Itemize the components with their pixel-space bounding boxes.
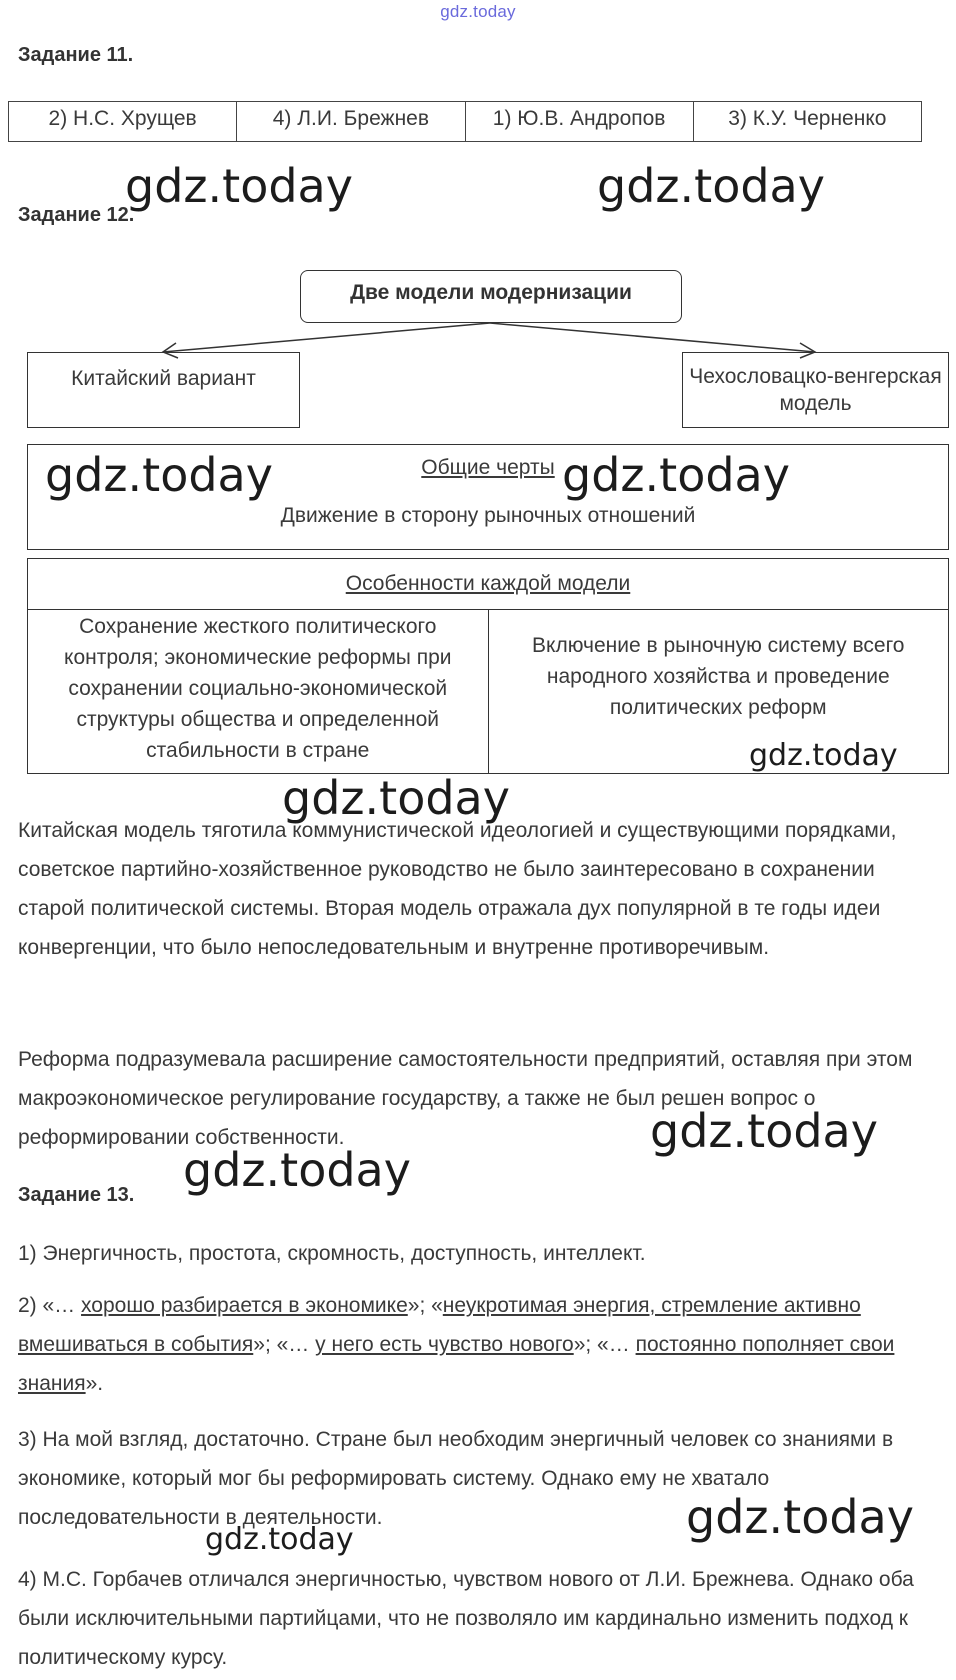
task-13-answer-3: 3) На мой взгляд, достаточно. Стране был необходим энергичный человек со знаниями в экономике, который мог бы реформировать систему. Однако ему не хватало последовательности в деятельности. bbox=[18, 1428, 894, 1529]
answer-2-quote: постоянно пополняет свои знания bbox=[18, 1333, 895, 1395]
watermark: gdz.today bbox=[45, 448, 273, 502]
watermark: gdz.today bbox=[749, 738, 898, 773]
task-13-answer-1: 1) Энергичность, простота, скромность, доступность, интеллект. bbox=[18, 1242, 646, 1265]
watermark: gdz.today bbox=[125, 159, 353, 213]
watermark: gdz.today bbox=[597, 159, 825, 213]
watermark: gdz.today bbox=[562, 448, 790, 502]
task-13-heading: Задание 13. bbox=[18, 1184, 135, 1206]
task-11-heading: Задание 11. bbox=[18, 44, 134, 66]
answer-2-separator: »; «… bbox=[573, 1333, 636, 1356]
site-header-logo[interactable]: gdz.today bbox=[440, 2, 516, 21]
answer-2-quote: неукротимая энергия, стремление активно вмешиваться в события bbox=[18, 1294, 861, 1356]
answer-2-suffix: ». bbox=[85, 1372, 104, 1395]
task-12-paragraph-1: Китайская модель тяготила коммунистической идеологией и существующими порядками, советское партийно-хозяйственное руководство не было заинтересовано в сохранении старой политической системы. Вторая модель отражала дух популярной в те годы идеи конвергенции, что было непоследовательным и внутренне противоречивым. bbox=[18, 819, 897, 959]
common-features-text: Движение в сторону рыночных отношений bbox=[280, 504, 696, 527]
answer-2-quote: хорошо разбирается в экономике bbox=[81, 1294, 408, 1317]
watermark: gdz.today bbox=[650, 1104, 878, 1158]
watermark: gdz.today bbox=[183, 1143, 411, 1197]
task-13-answer-2 bbox=[18, 1286, 938, 1403]
watermark: gdz.today bbox=[205, 1522, 354, 1557]
model-features-title: Особенности каждой модели bbox=[28, 559, 948, 610]
task-12-paragraph-2: Реформа подразумевала расширение самостоятельности предприятий, оставляя при этом макроэкономическое регулирование государству, а также не был решен вопрос о реформировании собственности. bbox=[18, 1048, 913, 1149]
answer-2-prefix: 2) «… bbox=[18, 1294, 82, 1317]
task-11-cell: 4) Л.И. Брежнев bbox=[237, 102, 465, 141]
common-features-title: Общие черты bbox=[421, 456, 555, 479]
task-13-answer-4: 4) М.С. Горбачев отличался энергичностью, чувством нового от Л.И. Брежнева. Однако оба были исключительными партийцами, что не позволяло им кардинально изменить подход к политическому курсу. bbox=[18, 1568, 914, 1669]
watermark: gdz.today bbox=[282, 771, 510, 825]
chinese-model-features: Сохранение жесткого политического контроля; экономические реформы при сохранении социально-экономической структуры общества и определенной стабильности в стране bbox=[28, 610, 489, 773]
czech-hungarian-model-features: Включение в рыночную систему всего народного хозяйства и проведение политических реформ bbox=[532, 634, 905, 719]
answer-2-separator: »; «… bbox=[253, 1333, 316, 1356]
task-11-cell: 3) К.У. Черненко bbox=[728, 106, 887, 130]
answer-2-separator: »; « bbox=[407, 1294, 443, 1317]
task-11-cell: 1) Ю.В. Андропов bbox=[466, 102, 694, 141]
diagram-title-box: Две модели модернизации bbox=[300, 270, 682, 323]
arrow-right-line bbox=[490, 323, 815, 352]
task-12-heading: Задание 12. bbox=[18, 204, 135, 226]
arrow-left-line bbox=[163, 323, 490, 352]
watermark: gdz.today bbox=[686, 1490, 914, 1544]
answer-2-quote: у него есть чувство нового bbox=[315, 1333, 574, 1356]
czech-hungarian-model-box: Чехословацко-венгерская модель bbox=[682, 352, 949, 428]
task-11-cell: 2) Н.С. Хрущев bbox=[9, 102, 237, 141]
chinese-model-box: Китайский вариант bbox=[27, 352, 300, 428]
